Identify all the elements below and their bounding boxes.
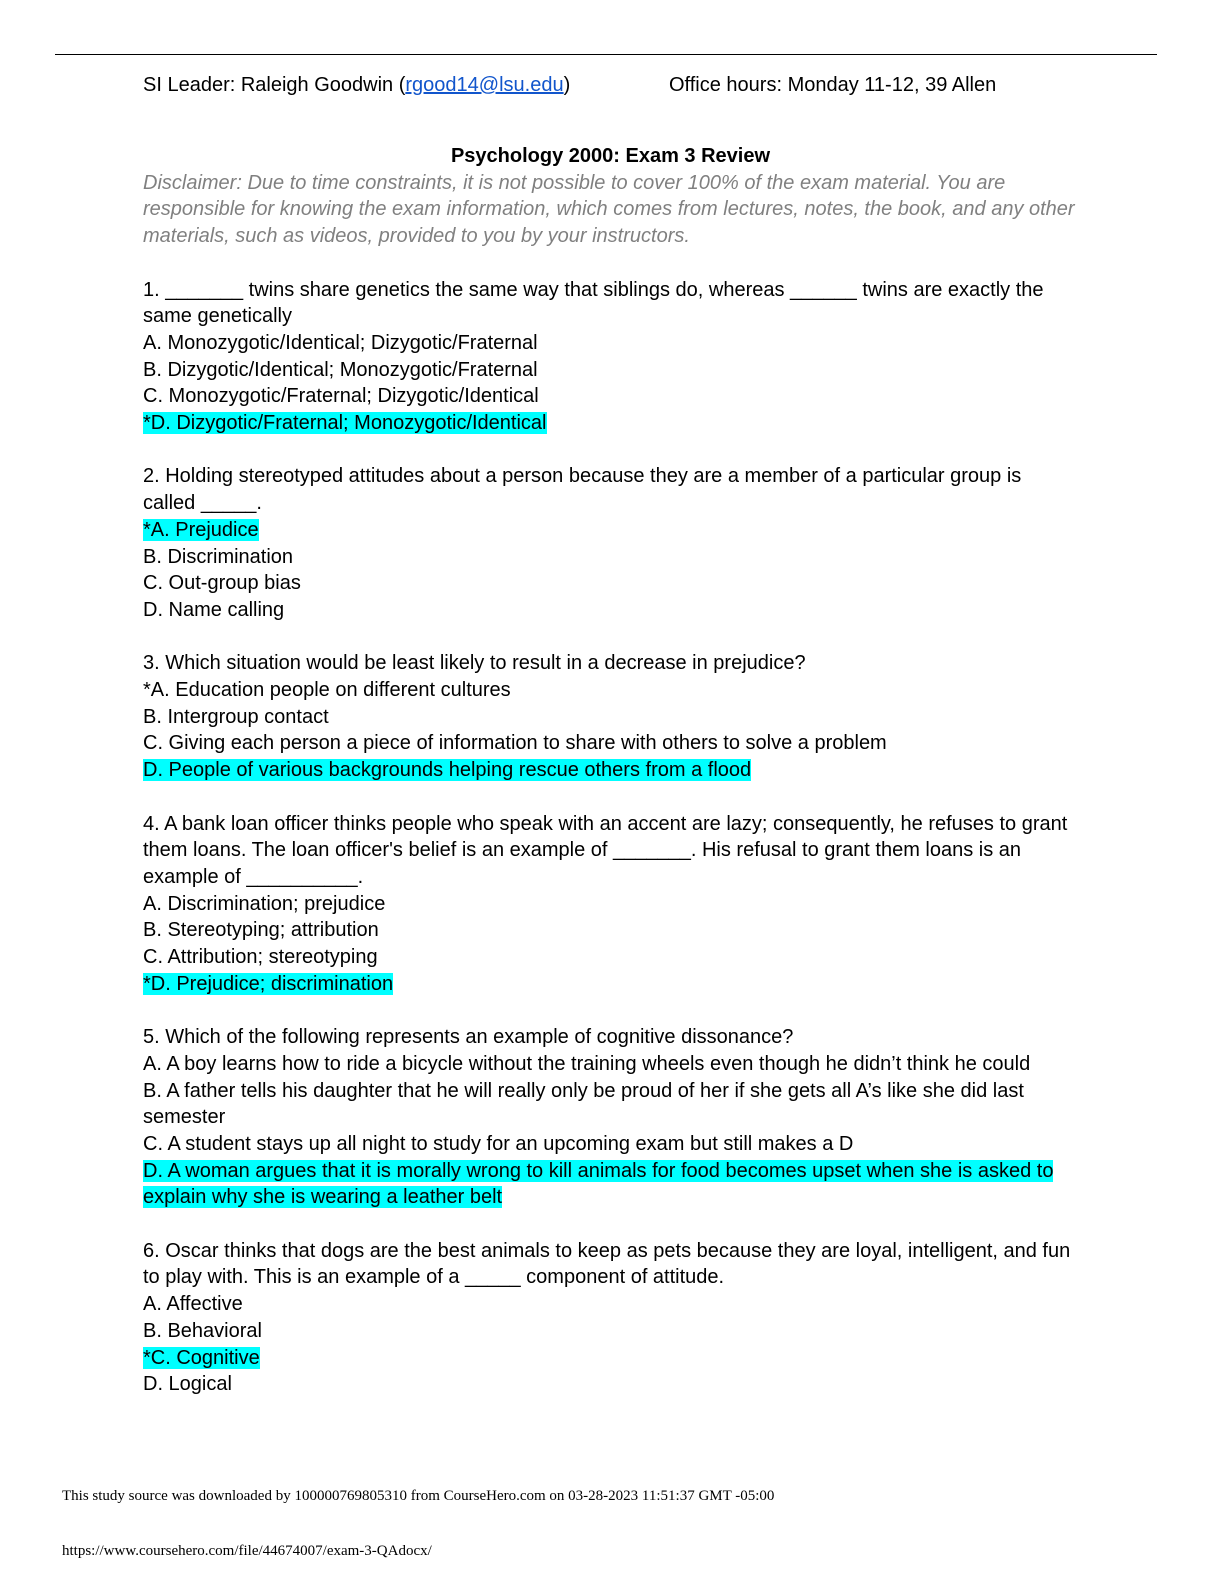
si-leader-text: SI Leader: Raleigh Goodwin (rgood14@lsu.edu): [143, 74, 571, 96]
question-stem: 1. _______ twins share genetics the same way that siblings do, whereas ______ twins are exactly the same genetically: [143, 278, 1044, 328]
question-4: [143, 811, 1078, 998]
office-hours: Office hours: Monday 11-12, 39 Allen: [669, 74, 997, 96]
download-note: This study source was downloaded by 100000769805310 from CourseHero.com on 03-28-2023 11:51:37 GMT -05:00: [62, 1488, 775, 1504]
question-stem: 2. Holding stereotyped attitudes about a person because they are a member of a particular group is called _____.: [143, 465, 1022, 515]
question-stem: 4. A bank loan officer thinks people who speak with an accent are lazy; consequently, he refuses to grant them loans. The loan officer's belief is an example of _______. His refusal to grant them loans is an example of __________.: [143, 812, 1068, 888]
answer-option: B. A father tells his daughter that he will really only be proud of her if she gets all A’s like she did last semester: [143, 1079, 1024, 1129]
top-rule: [55, 54, 1157, 55]
answer-option: A. Affective: [143, 1293, 243, 1316]
question-3: [143, 650, 1078, 784]
answer-option: C. Out-group bias: [143, 572, 301, 595]
question-1: [143, 277, 1078, 437]
answer-option: C. Attribution; stereotyping: [143, 946, 378, 969]
answer-option: A. Monozygotic/Identical; Dizygotic/Fraternal: [143, 331, 538, 354]
answer-option: C. A student stays up all night to study for an upcoming exam but still makes a D: [143, 1132, 854, 1155]
page-title: Psychology 2000: Exam 3 Review: [450, 145, 771, 167]
question-5: [143, 1024, 1078, 1211]
question-stem: 3. Which situation would be least likely to result in a decrease in prejudice?: [143, 652, 806, 675]
answer-option-highlighted: *D. Prejudice; discrimination: [143, 972, 394, 995]
answer-option: B. Intergroup contact: [143, 705, 329, 728]
question-stem: 5. Which of the following represents an example of cognitive dissonance?: [143, 1026, 794, 1049]
email-link[interactable]: rgood14@lsu.edu: [405, 74, 564, 96]
answer-option-highlighted: D. People of various backgrounds helping rescue others from a flood: [143, 759, 752, 782]
question-6: [143, 1238, 1078, 1398]
question-stem: 6. Oscar thinks that dogs are the best animals to keep as pets because they are loyal, intelligent, and fun to play with. This is an example of a _____ component of attitude.: [143, 1239, 1071, 1289]
answer-option: B. Discrimination: [143, 545, 294, 568]
answer-option-highlighted: D. A woman argues that it is morally wrong to kill animals for food becomes upset when she is asked to explain why she is wearing a leather belt: [143, 1159, 1054, 1209]
source-url[interactable]: https://www.coursehero.com/file/44674007/exam-3-QAdocx/: [62, 1543, 432, 1559]
question-list: [143, 277, 1078, 1398]
answer-option: B. Behavioral: [143, 1319, 262, 1342]
answer-option: D. Logical: [143, 1373, 232, 1396]
document-body: [143, 143, 1078, 1398]
disclaimer: Disclaimer: Due to time constraints, it is not possible to cover 100% of the exam material. You are responsible for knowing the exam information, which comes from lectures, notes, the book, and any other materials, such as videos, provided to you by your instructors.: [143, 171, 1075, 248]
answer-option: B. Stereotyping; attribution: [143, 919, 379, 942]
answer-option: *A. Education people on different cultures: [143, 679, 511, 702]
answer-option-highlighted: *D. Dizygotic/Fraternal; Monozygotic/Identical: [143, 412, 547, 435]
answer-option: B. Dizygotic/Identical; Monozygotic/Fraternal: [143, 358, 538, 381]
question-2: [143, 463, 1078, 623]
answer-option-highlighted: *A. Prejudice: [143, 518, 259, 541]
answer-option: A. A boy learns how to ride a bicycle without the training wheels even though he didn’t think he could: [143, 1052, 1031, 1075]
answer-option: D. Name calling: [143, 598, 285, 621]
answer-option-highlighted: *C. Cognitive: [143, 1346, 260, 1369]
answer-option: C. Monozygotic/Fraternal; Dizygotic/Identical: [143, 385, 539, 408]
answer-option: A. Discrimination; prejudice: [143, 892, 386, 915]
answer-option: C. Giving each person a piece of information to share with others to solve a problem: [143, 732, 887, 755]
page-header: [143, 72, 1143, 98]
